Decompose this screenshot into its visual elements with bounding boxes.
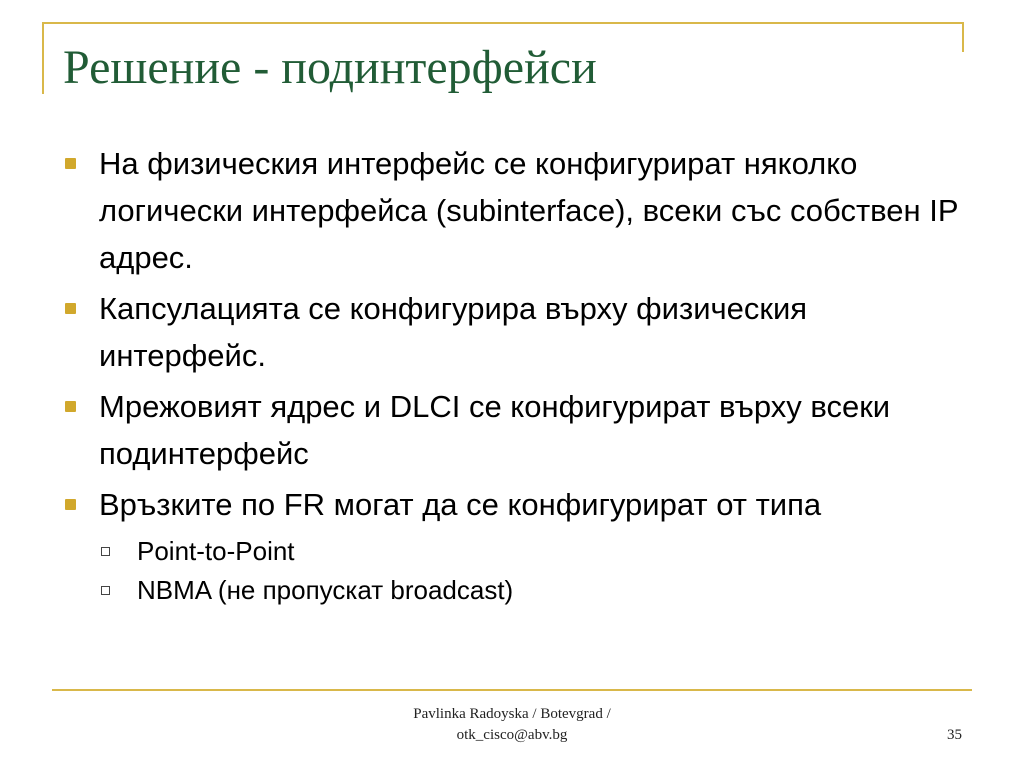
- footer-credit: [362, 704, 662, 746]
- left-border-line: [42, 22, 44, 94]
- hollow-square-bullet-icon: [101, 547, 110, 556]
- footer-divider: [52, 689, 972, 691]
- hollow-square-bullet-icon: [101, 586, 110, 595]
- bullet-item: [63, 285, 963, 379]
- sub-bullet-item: [63, 571, 963, 610]
- bullet-item: [63, 383, 963, 477]
- sub-bullet-text: NBMA (не пропускат broadcast): [137, 575, 514, 605]
- footer-email: otk_cisco@abv.bg: [456, 727, 568, 743]
- sub-bullet-item: [63, 532, 963, 571]
- bullet-text: Капсулацията се конфигурира върху физическия интерфейс.: [99, 291, 808, 373]
- page-number: 35: [947, 727, 962, 743]
- square-bullet-icon: [65, 303, 76, 314]
- bullet-text: На физическия интерфейс се конфигурират няколко логически интерфейса (subinterface), всеки със собствен IP адрес.: [99, 146, 958, 275]
- footer-author: Pavlinka Radoyska / Botevgrad /: [413, 706, 611, 722]
- bullet-text: Връзките по FR могат да се конфигурират от типа: [99, 487, 822, 522]
- square-bullet-icon: [65, 499, 76, 510]
- top-border-line: [42, 22, 964, 24]
- right-border-line: [962, 22, 964, 52]
- slide-content: [63, 140, 963, 610]
- sub-bullet-text: Point-to-Point: [137, 536, 295, 566]
- slide-title: Решение - подинтерфейси: [63, 41, 597, 94]
- bullet-item: [63, 481, 963, 528]
- square-bullet-icon: [65, 158, 76, 169]
- bullet-item: [63, 140, 963, 281]
- bullet-text: Мрежовият ядрес и DLCI се конфигурират върху всеки подинтерфейс: [99, 389, 891, 471]
- square-bullet-icon: [65, 401, 76, 412]
